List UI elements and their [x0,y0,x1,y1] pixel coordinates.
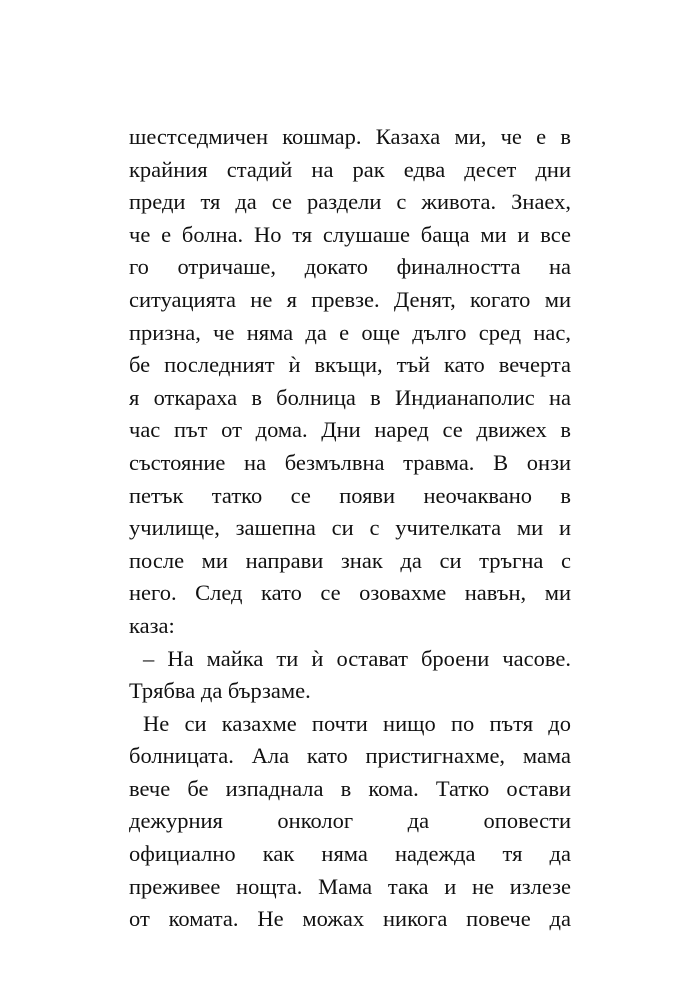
text-line: я откараха в болница в Индианаполис на [129,384,571,410]
text-line: преживее нощта. Мама така и не излезе [129,873,571,899]
text-line: петък татко се появи неочаквано в [129,482,571,508]
text-line: училище, зашепна си с учителката ми и [129,515,571,541]
text-line: болницата. Ала като пристигнахме, мама [129,743,571,769]
text-line: шестседмичен кошмар. Казаха ми, че е в [129,124,571,149]
text-line: състояние на безмълвна травма. В онзи [129,449,571,475]
text-line: ситуацията не я превзе. Денят, когато ми [129,286,571,312]
paragraph-start-line: Не си казахме почти нищо по пътя до [143,710,571,736]
text-line: него. След като се озовахме навън, ми [129,580,571,606]
text-line: вече бе изпаднала в кома. Татко остави [129,775,571,801]
text-line: крайния стадий на рак едва десет дни [129,156,571,182]
text-line: дежурния онколог да оповести [129,808,571,834]
text-line: че е болна. Но тя слушаше баща ми и все [129,221,571,247]
text-line: час път от дома. Дни наред се движех в [129,417,571,443]
body-text [129,121,571,936]
text-line: преди тя да се раздели с живота. Знаех, [129,189,571,215]
text-line: бе последният ѝ вкъщи, тъй като вечерта [129,352,571,378]
text-line: Трябва да бързаме. [129,678,311,704]
text-line: призна, че няма да е още дълго сред нас, [129,319,571,345]
dialogue-line: – На майка ти ѝ остават броени часове. [143,645,571,671]
text-line: от комата. Не можах никога повече да [129,906,571,932]
text-line: го отричаше, докато финалността на [129,254,571,280]
text-line: после ми направи знак да си тръгна с [129,547,571,573]
text-line: официално как няма надежда тя да [129,841,571,867]
text-line: каза: [129,612,175,638]
